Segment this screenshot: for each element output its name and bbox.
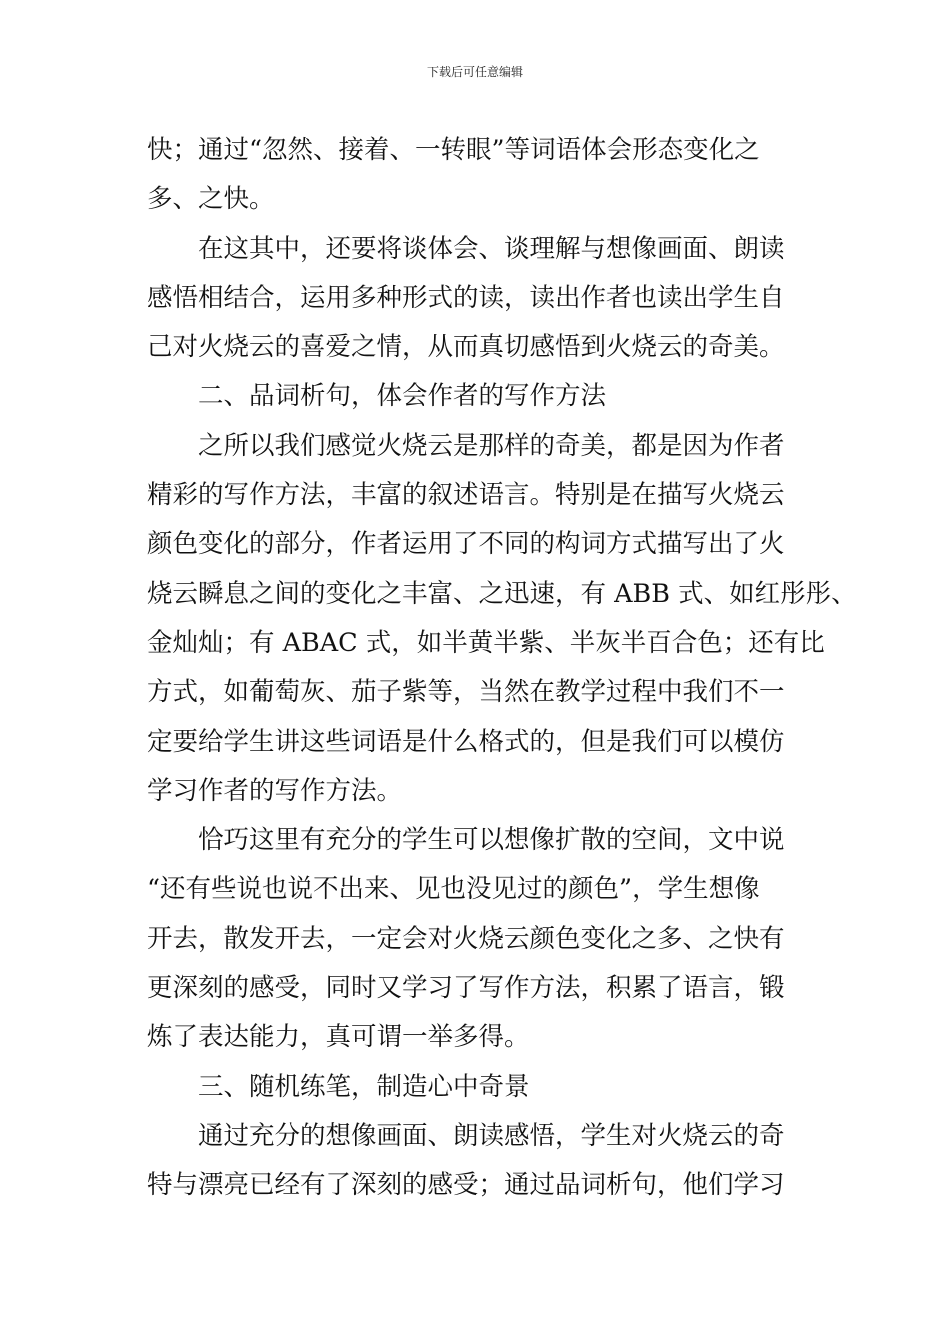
section-heading: 三、随机练笔，制造心中奇景 <box>198 1071 530 1102</box>
text-line: 定要给学生讲这些词语是什么格式的，但是我们可以模仿 <box>147 726 785 757</box>
text-line: 快；通过“忽然、接着、一转眼”等词语体会形态变化之 <box>147 135 760 165</box>
text-line: 多、之快。 <box>147 184 275 215</box>
text-line: 在这其中，还要将谈体会、谈理解与想像画面、朗读 <box>198 233 785 264</box>
document-body <box>147 126 857 1211</box>
text-line: 更深刻的感受，同时又学习了写作方法，积累了语言，锻 <box>147 973 785 1004</box>
text-line: 之所以我们感觉火烧云是那样的奇美，都是因为作者 <box>198 430 785 461</box>
text-line: 精彩的写作方法，丰富的叙述语言。特别是在描写火烧云 <box>147 480 785 511</box>
text-line: 颜色变化的部分，作者运用了不同的构词方式描写出了火 <box>147 529 785 560</box>
text-line: “还有些说也说不出来、见也没见过的颜色”，学生想像 <box>147 874 760 905</box>
section-heading: 二、品词析句，体会作者的写作方法 <box>198 381 607 412</box>
text-line: 通过充分的想像画面、朗读感悟，学生对火烧云的奇 <box>198 1120 785 1151</box>
text-line: 恰巧这里有充分的学生可以想像扩散的空间，文中说 <box>198 825 785 856</box>
text-line: 特与漂亮已经有了深刻的感受；通过品词析句，他们学习 <box>147 1170 785 1201</box>
text-line: 开去，散发开去，一定会对火烧云颜色变化之多、之快有 <box>147 923 785 954</box>
text-line: 学习作者的写作方法。 <box>147 775 403 806</box>
text-line: 己对火烧云的喜爱之情，从而真切感悟到火烧云的奇美。 <box>147 332 785 363</box>
text-line: 炼了表达能力，真可谓一举多得。 <box>147 1022 530 1053</box>
page-header: 下载后可任意编辑 <box>426 65 523 79</box>
text-line: 烧云瞬息之间的变化之丰富、之迅速，有 ABB 式、如红彤彤、 <box>147 578 857 609</box>
text-line: 方式，如葡萄灰、茄子紫等，当然在教学过程中我们不一 <box>147 677 785 708</box>
text-line: 金灿灿；有 ABAC 式，如半黄半紫、半灰半百合色；还有比 <box>147 627 825 658</box>
text-line: 感悟相结合，运用多种形式的读，读出作者也读出学生自 <box>147 282 785 313</box>
